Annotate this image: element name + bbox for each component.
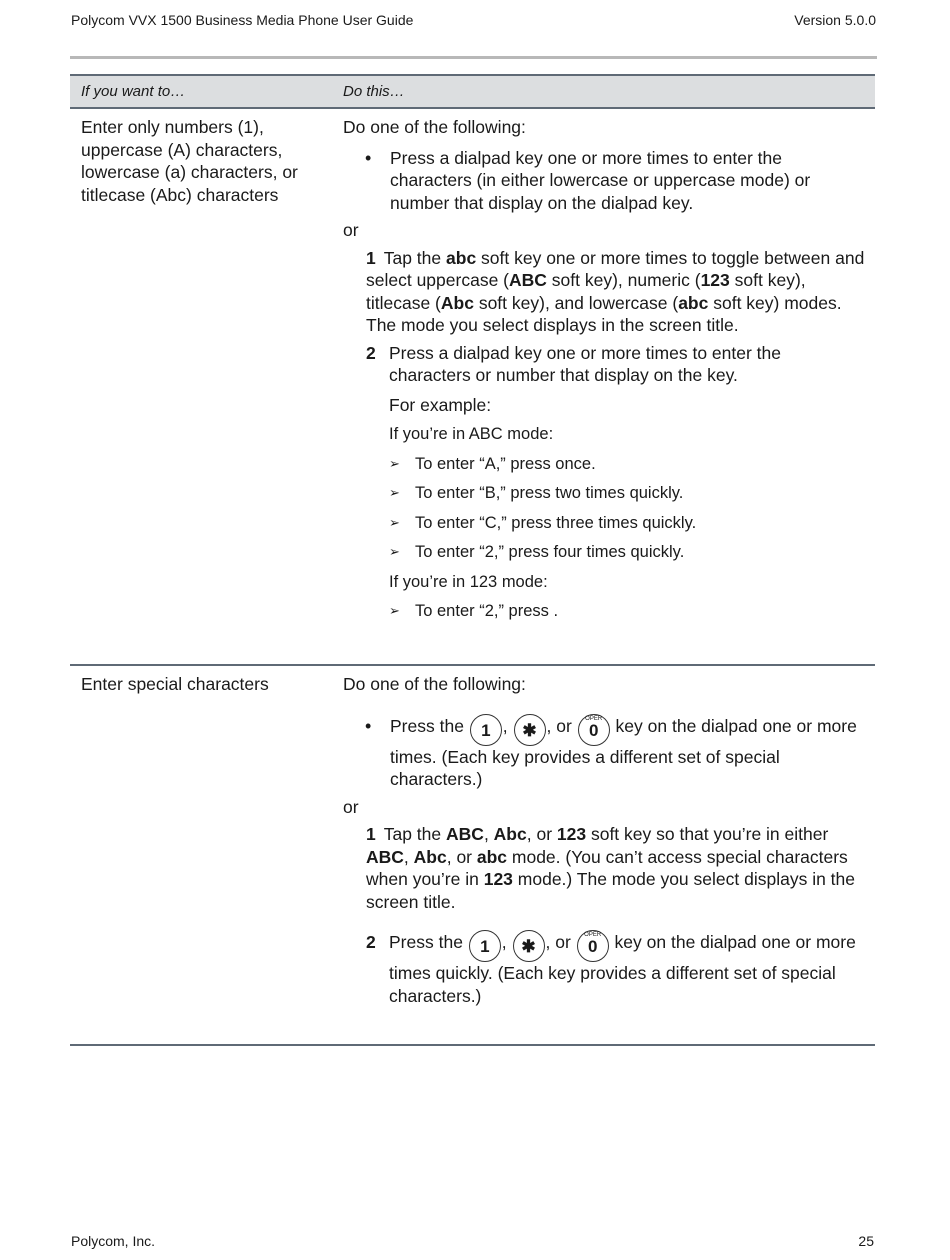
key-0-oper-icon: OPER 0 xyxy=(578,714,610,746)
bullet-item xyxy=(365,715,875,791)
or-text: or xyxy=(343,220,359,240)
list-item-text: To enter “A,” press once. xyxy=(415,454,596,473)
key-0-oper-icon: OPER 0 xyxy=(577,930,609,962)
list-item-text: To enter “2,” press four times quickly. xyxy=(415,543,685,561)
step-text: Press a dialpad key one or more times to enter the characters or number that display on the key. xyxy=(389,342,782,385)
list-item xyxy=(389,453,875,476)
step-number: 1 xyxy=(366,247,376,268)
header-version: Version 5.0.0 xyxy=(794,12,876,28)
step-2 xyxy=(366,342,875,387)
key-star-icon: ✱ xyxy=(514,714,546,746)
list-item xyxy=(389,482,875,505)
soft-key-name: abc xyxy=(446,247,477,268)
col2-header: Do this… xyxy=(343,83,405,100)
or-text: or xyxy=(343,796,359,817)
page-number: 25 xyxy=(858,1233,874,1249)
step-number: 1 xyxy=(366,824,376,844)
list-item-text: To enter “B,” press two times quickly. xyxy=(415,484,684,502)
step-number: 2 xyxy=(366,342,376,363)
step-1: 1 Tap the ABC, Abc, or 123 soft key so that you’re in either ABC, Abc, or abc mode. (You can’t access special characters when you’re in 123 mode.) The mode you select displays in the screen title. xyxy=(366,824,856,912)
arrow-bullet-icon: ➢ xyxy=(389,603,400,618)
arrow-bullet-icon: ➢ xyxy=(389,455,400,471)
bullet-item xyxy=(365,147,875,215)
list-item xyxy=(389,541,875,564)
list-item-text: To enter “2,” press . xyxy=(415,602,559,620)
step-text: soft key one or more times to toggle between and select uppercase ( xyxy=(366,247,865,290)
header-title: Polycom VVX 1500 Business Media Phone User Guide xyxy=(71,12,414,28)
task-cell: Enter only numbers (1), uppercase (A) characters, lowercase (a) characters, or titlecase (Abc) characters xyxy=(81,117,298,205)
table-row xyxy=(70,109,875,666)
table-row xyxy=(70,666,875,1046)
step-text: soft key) modes. The mode you select displays in the screen title. xyxy=(366,292,842,335)
key-1-icon: 1 xyxy=(469,930,501,962)
list-item xyxy=(389,600,875,623)
soft-key-name: abc xyxy=(678,292,709,313)
step-text: soft key), titlecase ( xyxy=(366,270,806,313)
step-1 xyxy=(366,247,875,337)
instructions-cell xyxy=(333,666,875,1044)
col1-header: If you want to… xyxy=(81,83,186,100)
instructions-table xyxy=(70,74,875,1046)
key-1-icon: 1 xyxy=(470,714,502,746)
arrow-bullet-icon: ➢ xyxy=(389,485,400,500)
soft-key-name: Abc xyxy=(440,292,474,313)
key-star-icon: ✱ xyxy=(513,930,545,962)
task-cell: Enter special characters xyxy=(81,674,269,694)
header-rule xyxy=(70,56,877,59)
intro-text: Do one of the following: xyxy=(343,674,526,694)
instructions-cell xyxy=(333,109,875,664)
step-text: Press the 1 , ✱ , or OPER 0 key on the dialpad one or more times quickly. (Each key provides a different set of special characters.) xyxy=(389,932,856,1006)
bullet-text: Press the 1 , ✱ , or OPER 0 key on the dialpad one or more times. (Each key provides a different set of special characters.) xyxy=(390,715,857,789)
arrow-bullet-icon: ➢ xyxy=(389,544,400,559)
step-text: soft key), and lowercase ( xyxy=(473,292,679,313)
intro-text: Do one of the following: xyxy=(343,117,526,137)
step-text: soft key), numeric ( xyxy=(546,270,701,290)
list-item-text: To enter “C,” press three times quickly. xyxy=(415,513,697,532)
bullet-icon: • xyxy=(365,715,372,736)
example-label: For example: xyxy=(389,394,492,415)
list-item xyxy=(389,512,875,535)
bullet-text: Press a dialpad key one or more times to enter the characters (in either lowercase or uppercase mode) or number that display on the dialpad key. xyxy=(390,147,811,213)
footer-company: Polycom, Inc. xyxy=(71,1233,156,1249)
soft-key-name: ABC xyxy=(509,270,547,290)
num-mode-label: If you’re in 123 mode: xyxy=(389,572,548,591)
abc-mode-label: If you’re in ABC mode: xyxy=(389,425,554,443)
table-header xyxy=(70,74,875,109)
soft-key-name: 123 xyxy=(700,270,730,290)
bullet-icon: • xyxy=(365,147,372,168)
step-number: 2 xyxy=(366,932,376,952)
step-2 xyxy=(366,931,875,1007)
step-text: Tap the xyxy=(383,247,447,268)
arrow-bullet-icon: ➢ xyxy=(389,514,400,530)
